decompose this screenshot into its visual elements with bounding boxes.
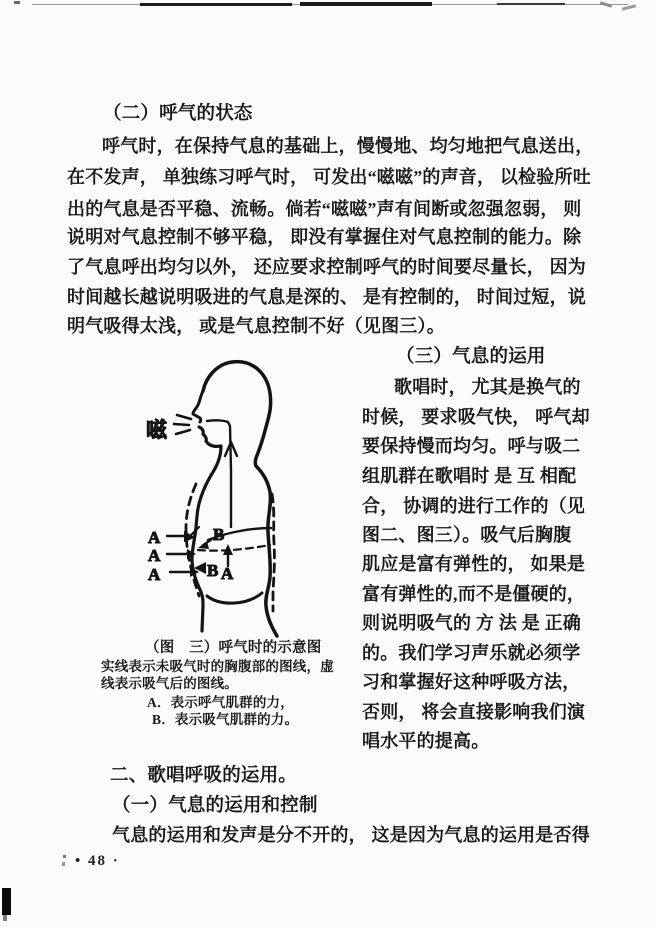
scan-artifact-top-seg1 [140, 3, 292, 6]
figure-label-a1: A [148, 528, 161, 547]
figure-breath-stroke3 [176, 430, 190, 434]
scan-artifact-top-right-mark2 [622, 4, 636, 10]
part2-sub-heading: （一）气息的运用和控制 [112, 796, 318, 816]
figure-three-diagram [95, 350, 360, 645]
figure-diaphragm-dashed-line [198, 545, 270, 551]
body-line: 时间越长越说明吸进的气息是深的、 是有控制的， 时间过短，说 [67, 287, 586, 307]
body-line: 否则， 将会直接影响我们演 [362, 702, 586, 722]
figure-breath-stroke2 [174, 424, 189, 425]
page-number: • 48 · [75, 853, 120, 869]
figure-breath-label: 嗞 [146, 418, 167, 442]
body-line: 肌应是富有弹性的， 如果是 [362, 554, 586, 574]
figure-label-a4: A [221, 564, 234, 583]
body-line: 合， 协调的进行工作的（见 [362, 496, 586, 516]
scan-artifact-footer-mark1 [63, 855, 66, 858]
figure-caption-line: B．表示吸气肌群的力。 [152, 712, 299, 727]
body-line: 歌唱时， 尤其是换气的 [394, 377, 581, 397]
figure-label-a2: A [148, 546, 161, 565]
figure-label-b1: B [213, 525, 225, 544]
body-line: 气息的运用和发声是分不开的， 这是因为气息的运用是否得 [112, 825, 590, 845]
body-line: 的。我们学习声乐就必须学 [362, 643, 581, 663]
scan-artifact-top-right-mark1 [600, 1, 612, 8]
body-line: 在不发声， 单独练习呼气时， 可发出“嗞嗞”的声音， 以检验所吐 [67, 167, 591, 187]
scan-artifact-bottom-left-bar [2, 888, 11, 915]
scan-artifact-top-left-tick [14, 1, 20, 4]
figure-hip-curve [207, 593, 262, 603]
figure-face-outline [193, 391, 203, 422]
body-line: 说明对气息控制不够平稳， 即没有掌握住对气息控制的能力。除 [67, 227, 582, 247]
body-line: 要保持慢而均匀。呼与吸二 [362, 436, 581, 456]
figure-caption-line: A．表示呼气肌群的力， [147, 695, 294, 710]
scan-artifact-bottom-left-tail [3, 915, 7, 921]
section2-heading: （二）呼气的状态 [103, 104, 253, 124]
body-line: 富有弹性的,而不是僵硬的， [362, 584, 586, 604]
figure-back-dashed-line [272, 494, 274, 611]
figure-head-back-outline [203, 362, 277, 636]
body-line: 出的气息是否平稳、流畅。倘若“嗞嗞”声有间断或忽强忽弱， 则 [67, 199, 582, 219]
figure-caption-line: 线表示吸气后的图线。 [101, 676, 238, 691]
body-line: 习和掌握好这种呼吸方法， [362, 672, 581, 692]
figure-caption-title: （图 三）呼气时的示意图 [145, 640, 322, 656]
body-line: 则说明吸气的 方 法 是 正确 [362, 613, 581, 633]
body-line: 时候， 要求吸气快， 呼气却 [362, 407, 590, 427]
scan-artifact-top-seg2 [300, 2, 432, 6]
body-line: 呼气时，在保持气息的基础上，慢慢地、均匀地把气息送出， [102, 136, 594, 156]
part2-heading: 二、歌唱呼吸的运用。 [110, 766, 298, 786]
body-line: 唱水平的提高。 [362, 731, 490, 751]
scan-artifact-footer-mark2 [62, 862, 65, 866]
body-line: 了气息呼出均匀以外， 还应要求控制呼气的时间要尽量长， 因为 [67, 257, 586, 277]
body-line: 图二、图三）。吸气后胸腹 [362, 525, 572, 545]
section3-heading: （三）气息的运用 [396, 347, 546, 367]
figure-label-a3: A [148, 565, 161, 584]
body-line: 明气吸得太浅， 或是气息控制不好（见图三）。 [67, 316, 445, 336]
figure-caption-line: 实线表示未吸气时的胸腹部的图线，虚 [101, 659, 334, 674]
scan-artifact-top-seg3 [497, 3, 565, 5]
figure-label-b2: B [207, 561, 219, 580]
figure-breath-stroke1 [177, 415, 191, 419]
body-line: 组肌群在歌唱时 是 互 相配 [362, 466, 577, 486]
